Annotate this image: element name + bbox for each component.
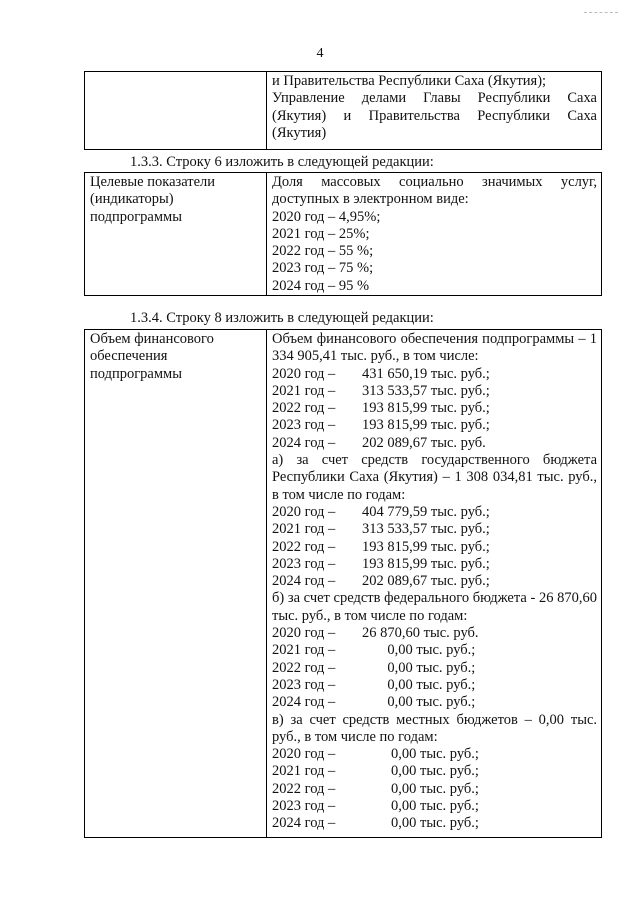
financing-year-row xyxy=(272,417,597,434)
year-amount: 0,00 тыс. руб.; xyxy=(362,815,479,832)
v-years-list xyxy=(272,746,597,832)
year-amount: 313 533,57 тыс. руб.; xyxy=(362,521,490,538)
year-amount: 313 533,57 тыс. руб.; xyxy=(362,382,490,399)
year-label: 2020 год – xyxy=(272,365,336,382)
year-amount: 26 870,60 тыс. руб. xyxy=(362,625,479,642)
year-amount: 193 815,99 тыс. руб.; xyxy=(362,555,490,572)
financing-year-row xyxy=(272,573,597,590)
b-years-list xyxy=(272,625,597,711)
financing-year-row xyxy=(272,366,597,383)
financing-year-row xyxy=(272,539,597,556)
year-label: 2021 год – xyxy=(272,521,336,538)
indicator-year: 2024 год – 95 % xyxy=(272,277,370,294)
indicator-year: 2020 год – 4,95%; xyxy=(272,208,381,225)
year-label: 2021 год – xyxy=(272,382,336,399)
year-label: 2024 год – xyxy=(272,434,336,451)
executor-line-2: Управление делами Главы Республики Саха (Якутия) и Правительства Республики Саха (Якутия) xyxy=(272,90,597,141)
financing-v-text: в) за счет средств местных бюджетов – 0,00 тыс. руб., в том числе по годам: xyxy=(272,711,597,745)
year-label: 2023 год – xyxy=(272,798,336,815)
table-cell-left xyxy=(85,72,267,150)
financing-intro: Объем финансового обеспечения подпрограммы – 1 334 905,41 тыс. руб., в том числе: xyxy=(272,331,597,365)
indicator-intro: Доля массовых социально значимых услуг, доступных в электронном виде: xyxy=(272,174,597,208)
indicator-year: 2023 год – 75 %; xyxy=(272,260,374,277)
year-label: 2022 год – xyxy=(272,659,336,676)
table-financing xyxy=(84,329,602,838)
executor-line-1: и Правительства Республики Саха (Якутия); xyxy=(272,73,547,89)
indicators-label-line-2: (индикаторы) xyxy=(90,191,174,208)
table-row xyxy=(85,173,602,296)
a-years-list xyxy=(272,504,597,590)
financing-b-text: б) за счет средств федерального бюджета - 26 870,60 тыс. руб., в том числе по годам: xyxy=(272,590,597,624)
year-label: 2024 год – xyxy=(272,573,336,590)
financing-year-row xyxy=(272,781,597,798)
caption-1-3-3: 1.3.3. Строку 6 изложить в следующей редакции: xyxy=(130,154,434,170)
financing-year-row xyxy=(272,660,597,677)
year-amount: 202 089,67 тыс. руб.; xyxy=(362,573,490,590)
year-label: 2020 год – xyxy=(272,746,336,763)
financing-year-row xyxy=(272,435,597,452)
table-cell-right xyxy=(267,173,602,296)
financing-label-line-3: подпрограммы xyxy=(90,365,182,382)
table-cell-right xyxy=(267,72,602,150)
year-label: 2021 год – xyxy=(272,642,336,659)
financing-year-row xyxy=(272,694,597,711)
year-amount: 0,00 тыс. руб.; xyxy=(362,798,479,815)
indicator-year: 2021 год – 25%; xyxy=(272,225,370,242)
year-amount: 0,00 тыс. руб.; xyxy=(362,780,479,797)
year-label: 2023 год – xyxy=(272,555,336,572)
year-label: 2021 год – xyxy=(272,763,336,780)
year-amount: 431 650,19 тыс. руб.; xyxy=(362,365,490,382)
financing-year-row xyxy=(272,677,597,694)
year-label: 2020 год – xyxy=(272,625,336,642)
table-cell-left xyxy=(85,330,267,838)
financing-year-row xyxy=(272,521,597,538)
year-amount: 0,00 тыс. руб.; xyxy=(362,694,476,711)
year-label: 2023 год – xyxy=(272,417,336,434)
financing-year-row xyxy=(272,625,597,642)
financing-year-row xyxy=(272,746,597,763)
year-label: 2022 год – xyxy=(272,780,336,797)
caption-1-3-4: 1.3.4. Строку 8 изложить в следующей редакции: xyxy=(130,310,434,326)
year-label: 2022 год – xyxy=(272,538,336,555)
table-cell-left xyxy=(85,173,267,296)
indicator-year: 2022 год – 55 %; xyxy=(272,243,374,260)
indicators-label-line-1 xyxy=(90,174,262,191)
year-label: 2020 год – xyxy=(272,503,336,520)
year-amount: 404 779,59 тыс. руб.; xyxy=(362,503,490,520)
financing-year-row xyxy=(272,815,597,832)
year-label: 2024 год – xyxy=(272,694,336,711)
total-years-list xyxy=(272,366,597,452)
year-amount: 193 815,99 тыс. руб.; xyxy=(362,538,490,555)
year-label: 2022 год – xyxy=(272,400,336,417)
indicators-label: Целевые показатели xyxy=(90,174,216,190)
financing-year-row xyxy=(272,642,597,659)
financing-year-row xyxy=(272,383,597,400)
year-label: 2023 год – xyxy=(272,676,336,693)
financing-year-row xyxy=(272,400,597,417)
table-target-indicators xyxy=(84,172,602,296)
indicators-label-line-3: подпрограммы xyxy=(90,208,182,225)
year-amount: 0,00 тыс. руб.; xyxy=(362,659,476,676)
table-responsible-executors xyxy=(84,71,602,150)
year-amount: 0,00 тыс. руб.; xyxy=(362,746,479,763)
year-amount: 193 815,99 тыс. руб.; xyxy=(362,400,490,417)
table-cell-right xyxy=(267,330,602,838)
financing-year-row xyxy=(272,556,597,573)
financing-year-row xyxy=(272,798,597,815)
page-number: 4 xyxy=(316,46,324,61)
year-amount: 193 815,99 тыс. руб.; xyxy=(362,417,490,434)
financing-label-line-2: обеспечения xyxy=(90,348,168,365)
financing-year-row xyxy=(272,504,597,521)
financing-label-line-1: Объем финансового xyxy=(90,331,214,347)
year-amount: 202 089,67 тыс. руб. xyxy=(362,434,486,451)
table-row xyxy=(85,330,602,838)
scan-mark xyxy=(584,12,618,13)
financing-year-row xyxy=(272,763,597,780)
year-amount: 0,00 тыс. руб.; xyxy=(362,642,476,659)
year-amount: 0,00 тыс. руб.; xyxy=(362,676,476,693)
financing-a-text: а) за счет средств государственного бюджета Республики Саха (Якутия) – 1 308 034,81 тыс. руб., в том числе по годам: xyxy=(272,452,597,503)
year-amount: 0,00 тыс. руб.; xyxy=(362,763,479,780)
table-row xyxy=(85,72,602,150)
year-label: 2024 год – xyxy=(272,815,336,832)
